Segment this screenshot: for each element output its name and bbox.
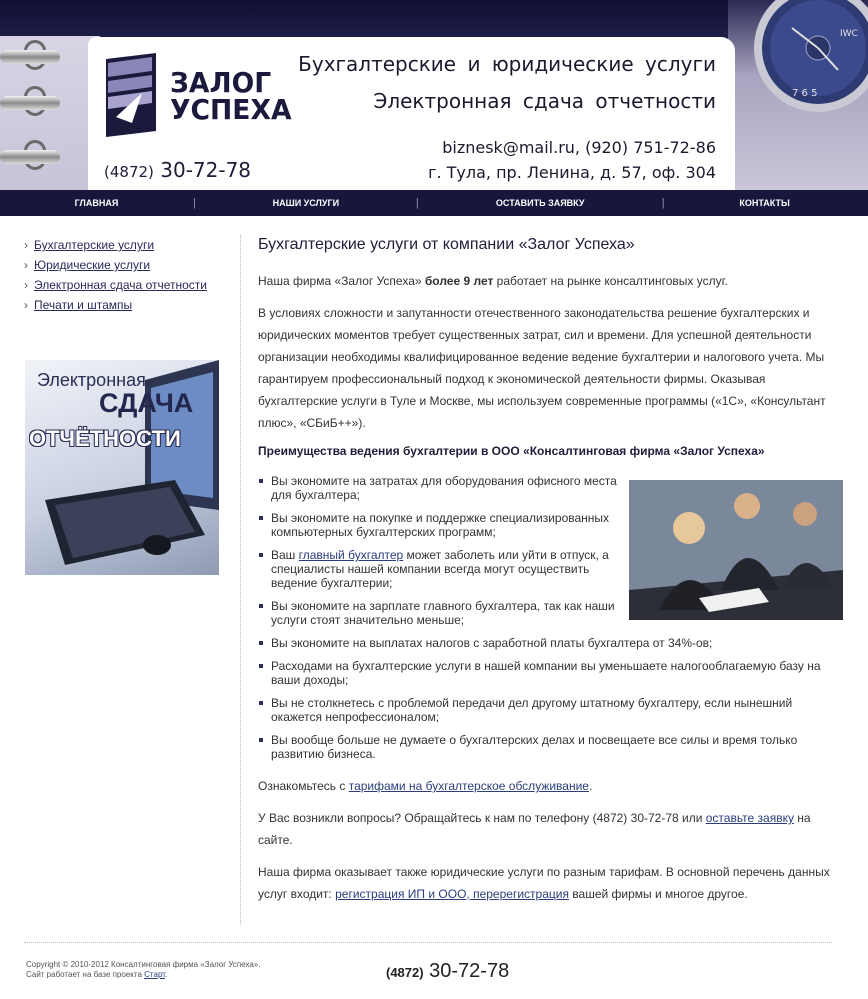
list-item: Вы экономите на покупке и поддержке специализированных компьютерных бухгалтерских программ; (258, 511, 618, 539)
footer-phone-number: 30-72-78 (429, 960, 510, 982)
header-email-phone: biznesk@mail.ru, (920) 751-72-86 (442, 138, 716, 157)
adv-text-a: Ваш (271, 548, 299, 562)
sidebar-item-e-reporting (24, 275, 224, 295)
e-reporting-banner[interactable] (25, 360, 219, 575)
column-divider (240, 235, 241, 925)
nav-separator: | (193, 197, 196, 209)
banner-line1: Электронная (37, 370, 146, 390)
copyright (26, 960, 261, 980)
nav-separator: | (661, 197, 665, 209)
tariffs-paragraph (258, 775, 838, 797)
tariffs-text-b: . (588, 779, 593, 793)
copyright-text: Сайт работает на базе проекта (26, 970, 145, 979)
meeting-illustration (629, 480, 843, 620)
footer-divider (24, 942, 832, 943)
site-logo[interactable] (102, 53, 292, 139)
legal-paragraph (258, 861, 838, 905)
sidebar-link-stamps[interactable]: Печати и штампы (34, 298, 133, 312)
nav-services[interactable]: НАШИ УСЛУГИ (272, 198, 340, 208)
about-paragraph: В условиях сложности и запутанности отечественного законодательства решение бухгалтерских и юридических моментов требует существенных затрат, сил и времени. Для успешной деятельности организации необходимы квалифицированное ведение ведение бухгалтерии и налогового учета. Мы гарантируем профессиональный подход к экономической деятельности фирмы. Оказывая бухгалтерские услуги в Туле и Москве, мы используем современные программы («1С», «Консультант плюс», «СБиБ++»). (258, 306, 826, 430)
header-title: Бухгалтерские и юридические услуги (298, 52, 716, 76)
intro-text-bold: более 9 лет (424, 274, 494, 288)
sidebar-link-legal[interactable]: Юридические услуги (34, 258, 151, 272)
intro-paragraph (258, 270, 838, 292)
copyright-dot: . (165, 970, 168, 979)
nav-separator: | (415, 197, 419, 209)
list-item: Вы экономите на выплатах налогов с заработной платы бухгалтера от 34%-ов; (258, 636, 838, 650)
logo-text (170, 66, 292, 126)
registration-link[interactable]: регистрация ИП и ООО, перерегистрация (335, 887, 569, 901)
binder-spiral-icon (0, 96, 60, 110)
sidebar-menu (24, 235, 224, 315)
list-item: Вы вообще больше не думаете о бухгалтерских делах и посвещаете все силы и время только развитию бизнеса. (258, 733, 838, 761)
list-item (258, 548, 618, 590)
header-address: г. Тула, пр. Ленина, д. 57, оф. 304 (428, 163, 716, 182)
copyright-line1: Copyright © 2010-2012 Консалтинговая фирма «Залог Успеха». (26, 960, 261, 969)
logo-line2: УСПЕХА (170, 93, 292, 126)
adv-text-b: может заболеть или уйти в отпуск, а специалисты нашей компании всегда могут осуществить ведение бухгалтерии; (271, 548, 609, 590)
list-item: Расходами на бухгалтерские услуги в нашей компании вы уменьшаете налогооблагаемую базу на ваши доходы; (258, 659, 838, 687)
sidebar-item-stamps (24, 295, 224, 315)
sidebar-item-legal (24, 255, 224, 275)
page-title: Бухгалтерские услуги от компании «Залог Успеха» (258, 236, 635, 253)
logo-book-icon (102, 53, 166, 137)
svg-text:7 6 5: 7 6 5 (792, 88, 818, 99)
sidebar-link-accounting[interactable]: Бухгалтерские услуги (34, 238, 155, 252)
list-item: Вы не столкнетесь с проблемой передачи дел другому штатному бухгалтеру, если нынешний окажется непрофессионалом; (258, 696, 838, 724)
site-header (0, 0, 868, 190)
sidebar-link-e-reporting[interactable]: Электронная сдача отчетности (34, 278, 207, 292)
main-nav (0, 190, 868, 216)
nav-request[interactable]: ОСТАВИТЬ ЗАЯВКУ (495, 198, 585, 208)
header-subtitle: Электронная сдача отчетности (373, 89, 716, 113)
header-phone-code: (4872) (104, 163, 154, 181)
questions-text-b: на сайте. (258, 811, 811, 847)
advantages-title: Преимущества ведения бухгалтерии в ООО «Консалтинговая фирма «Залог Успеха» (258, 444, 765, 458)
footer-phone (386, 960, 509, 983)
sidebar (24, 235, 224, 315)
business-meeting-photo (629, 480, 843, 620)
binder-spiral-icon (0, 150, 60, 164)
banner-line2: СДАЧА (99, 388, 194, 418)
watch-icon (732, 0, 868, 128)
logo-line1: ЗАЛОГ (170, 66, 272, 99)
legal-text-a: Наша фирма оказывает также юридические услуги по разным тарифам. В основной перечень данных услуг входит: (258, 865, 830, 901)
binder-spiral-icon (0, 50, 60, 64)
header-phone (104, 158, 251, 182)
svg-text:IWC: IWC (840, 29, 858, 39)
list-item: Вы экономите на затратах для оборудования офисного места для бухгалтера; (258, 474, 618, 502)
nav-contacts[interactable]: КОНТАКТЫ (739, 198, 790, 208)
header-phone-number: 30-72-78 (160, 158, 252, 182)
tariffs-link[interactable]: тарифами на бухгалтерское обслуживание (348, 779, 589, 793)
start-project-link[interactable]: Старт (144, 970, 165, 979)
copyright-line2 (26, 970, 261, 980)
sidebar-item-accounting (24, 235, 224, 255)
chief-accountant-link[interactable]: главный бухгалтер (298, 548, 404, 562)
footer-phone-code: (4872) (386, 965, 424, 980)
questions-paragraph (258, 807, 838, 851)
banner-line3: ОТЧЁТНОСТИ (29, 426, 181, 451)
questions-text-a: У Вас возникли вопросы? Обращайтесь к нам по телефону (4872) 30-72-78 или (258, 811, 706, 825)
intro-text-c: работает на рынке консалтинговых услуг. (493, 274, 728, 288)
list-item: Вы экономите на зарплате главного бухгалтера, так как наши услуги стоят значительно меньше; (258, 599, 618, 627)
tariffs-text-a: Ознакомьтесь с (258, 779, 349, 793)
intro-text-a: Наша фирма «Залог Успеха» (258, 274, 425, 288)
nav-home[interactable]: ГЛАВНАЯ (74, 198, 119, 208)
legal-text-b: вашей фирмы и многое другое. (568, 887, 748, 901)
request-link[interactable]: оставьте заявку (705, 811, 794, 825)
